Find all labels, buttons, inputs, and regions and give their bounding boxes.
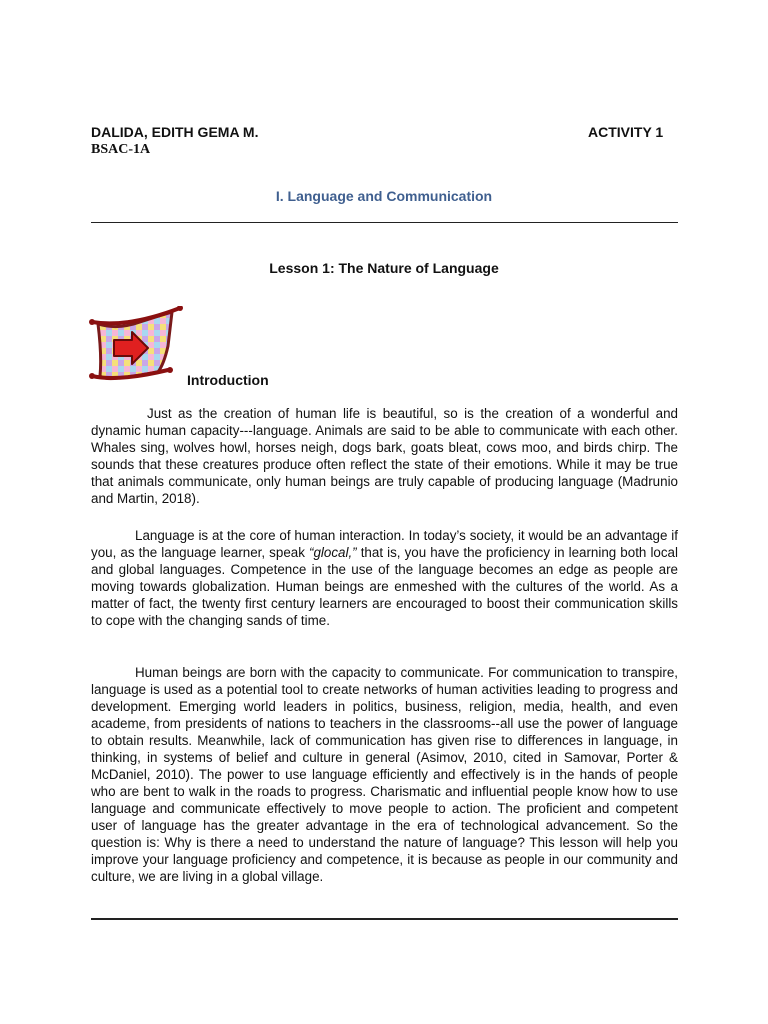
paragraph-2 [91, 527, 678, 629]
activity-label: ACTIVITY 1 [588, 124, 664, 140]
paragraph-3 [91, 664, 678, 885]
lesson-title: Lesson 1: The Nature of Language [269, 260, 499, 276]
student-name: DALIDA, EDITH GEMA M. [91, 124, 259, 140]
section-label: BSAC-1A [91, 142, 151, 157]
paragraph-text: Language is at the core of human interaction. In today’s society, it would be an advantage if you, as the language learner, speak [91, 528, 678, 560]
paragraph-1 [91, 405, 678, 507]
bottom-divider [91, 918, 678, 920]
arrow-banner-icon [88, 306, 184, 384]
paragraph-text: Just as the creation of human life is beautiful, so is the creation of a wonderful and dynamic human capacity---language. Animals are said to be able to communicate with each other. Whales sing, wolves howl, horses neigh, dogs bark, goats bleat, cows moo, and birds chirp. The sounds that these creatures produce often reflect the state of their emotions. While it may be true that animals communicate, only human beings are truly capable of producing language (Madrunio and Martin, 2018). [91, 406, 678, 506]
paragraph-text: Human beings are born with the capacity to communicate. For communication to transpire, language is used as a potential tool to create networks of human activities leading to progress and development. Emerging world leaders in politics, business, religion, media, health, and even academe, from presidents of nations to teachers in the classrooms--all use the power of language to obtain results. Meanwhile, lack of communication has given rise to differences in language, in thinking, in systems of belief and culture in general (Asimov, 2010, cited in Samovar, Porter & McDaniel, 2010). The power to use language efficiently and effectively is in the hands of people who are bent to walk in the roads to progress. Charismatic and influential people know how to use language and communicate effectively to move people to action. The proficient and competent user of language has the greater advantage in the era of technological advancement. So the question is: Why is there a need to understand the nature of language? This lesson will help you improve your language proficiency and competence, it is because as people in our community and culture, we are living in a global village. [91, 665, 678, 884]
glocal-term: “glocal,” [309, 545, 357, 560]
paragraph-text: that is, you have the proficiency in learning both local and global languages. Competence in the use of the language becomes an edge as people are moving towards globalization. Human beings are enmeshed with the cultures of the world. As a matter of fact, the twenty first century learners are encouraged to boost their communication skills to cope with the changing sands of time. [91, 545, 678, 628]
introduction-heading: Introduction [187, 372, 269, 388]
unit-title: I. Language and Communication [275, 188, 493, 204]
top-divider [91, 222, 678, 223]
